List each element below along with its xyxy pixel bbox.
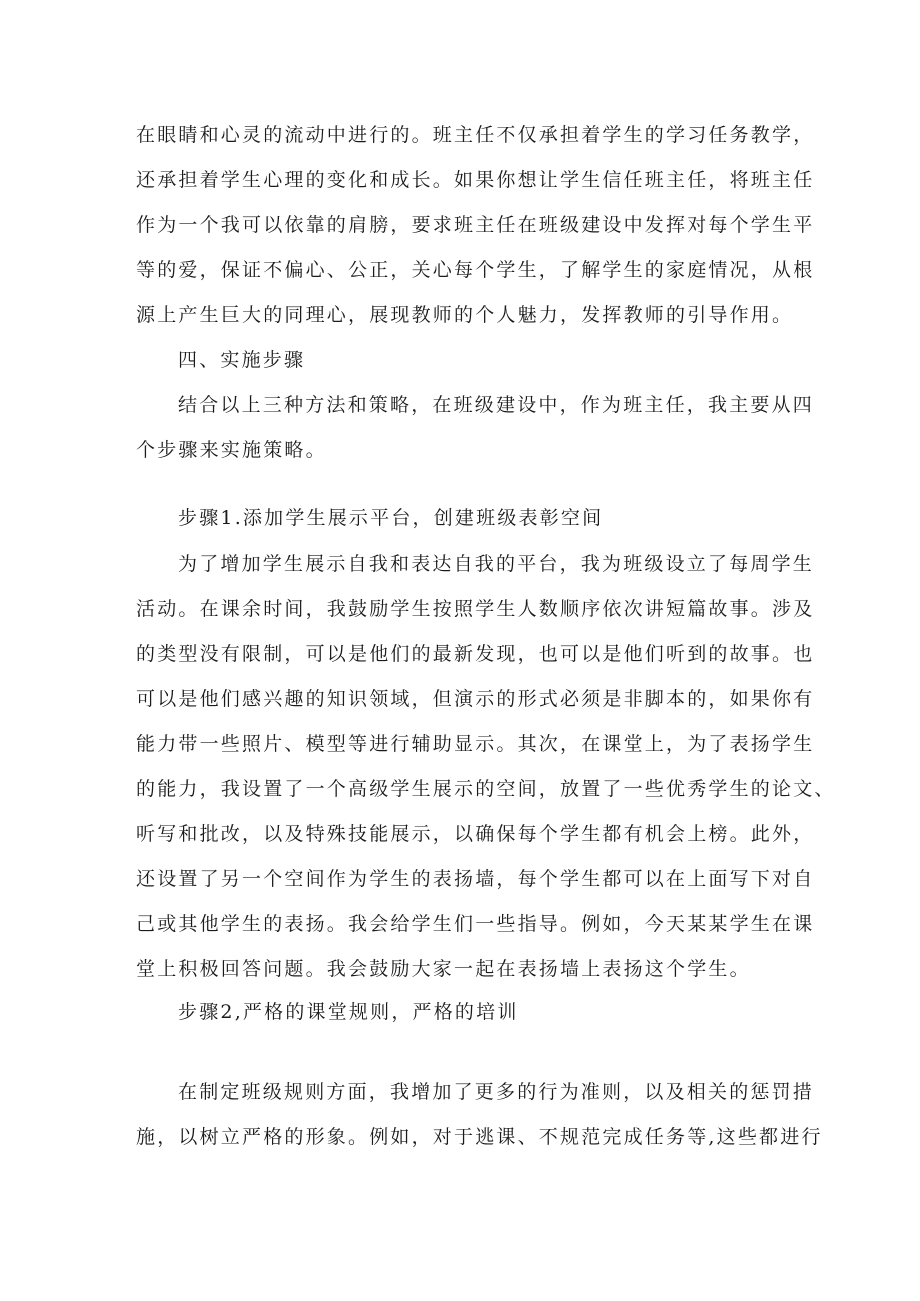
step-heading: 步骤1.添加学生展示平台，创建班级表彰空间 — [178, 507, 604, 529]
paragraph-line: 等的爱，保证不偏心、公正，关心每个学生，了解学生的家庭情况，从根 — [136, 259, 815, 281]
paragraph-line: 个步骤来实施策略。 — [136, 439, 327, 461]
paragraph-line: 在制定班级规则方面，我增加了更多的行为准则，以及相关的惩罚措 — [178, 1081, 815, 1103]
paragraph-line: 结合以上三种方法和策略，在班级建设中，作为班主任，我主要从四 — [178, 394, 815, 416]
paragraph-line: 还设置了另一个空间作为学生的表扬墙，每个学生都可以在上面写下对自 — [136, 868, 815, 890]
paragraph-line: 作为一个我可以依靠的肩膀，要求班主任在班级建设中发挥对每个学生平 — [136, 214, 815, 236]
step-heading: 步骤2,严格的课堂规则，严格的培训 — [178, 1001, 519, 1023]
paragraph-line: 能力带一些照片、模型等进行辅助显示。其次，在课堂上，为了表扬学生 — [136, 733, 815, 755]
paragraph-line: 在眼睛和心灵的流动中进行的。班主任不仅承担着学生的学习任务教学， — [136, 124, 815, 146]
paragraph-line: 可以是他们感兴趣的知识领域，但演示的形式必须是非脚本的，如果你有 — [136, 688, 815, 710]
paragraph-line: 还承担着学生心理的变化和成长。如果你想让学生信任班主任，将班主任 — [136, 169, 815, 191]
paragraph-line: 的能力，我设置了一个高级学生展示的空间，放置了一些优秀学生的论文、 — [136, 778, 836, 800]
paragraph-line: 施，以树立严格的形象。例如，对于逃课、不规范完成任务等,这些都进行 — [136, 1126, 823, 1148]
paragraph-line: 活动。在课余时间，我鼓励学生按照学生人数顺序依次讲短篇故事。涉及 — [136, 598, 815, 620]
paragraph-line: 听写和批改，以及特殊技能展示，以确保每个学生都有机会上榜。此外， — [136, 823, 815, 845]
paragraph-line: 的类型没有限制，可以是他们的最新发现，也可以是他们听到的故事。也 — [136, 643, 815, 665]
paragraph-line: 堂上积极回答问题。我会鼓励大家一起在表扬墙上表扬这个学生。 — [136, 958, 751, 980]
paragraph-line: 为了增加学生展示自我和表达自我的平台，我为班级设立了每周学生 — [178, 553, 815, 575]
section-heading: 四、实施步骤 — [178, 349, 306, 371]
paragraph-line: 己或其他学生的表扬。我会给学生们一些指导。例如，今天某某学生在课 — [136, 913, 815, 935]
paragraph-line: 源上产生巨大的同理心，展现教师的个人魅力，发挥教师的引导作用。 — [136, 304, 794, 326]
